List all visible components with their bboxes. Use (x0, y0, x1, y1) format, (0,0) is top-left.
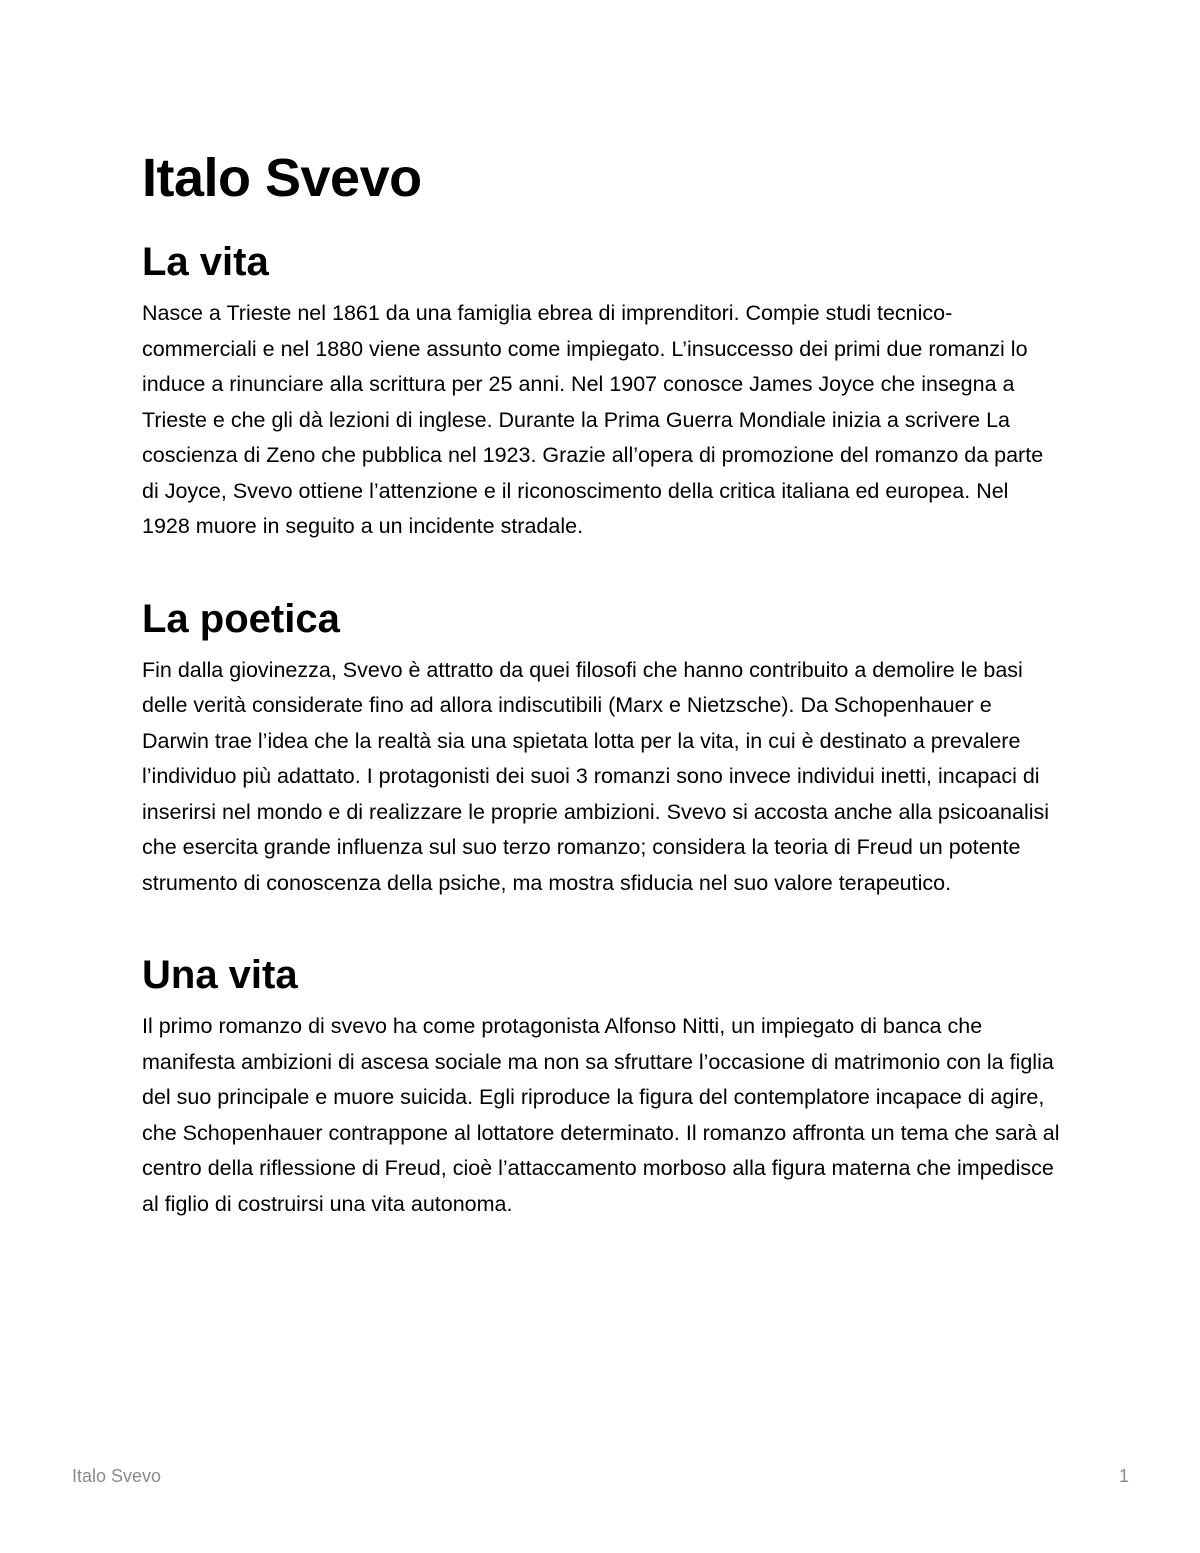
section-paragraph: Fin dalla giovinezza, Svevo è attratto da quei filosofi che hanno contribuito a demolire le basi delle verità considerate fino ad allora indiscutibili (Marx e Nietzsche). Da Schopenhauer e Darwin trae l’idea che la realtà sia una spietata lotta per la vita, in cui è destinato a prevalere l’individuo più adattato. I protagonisti dei suoi 3 romanzi sono invece individui inetti, incapaci di inserirsi nel mondo e di realizzare le proprie ambizioni. Svevo si accosta anche alla psicoanalisi che esercita grande influenza sul suo terzo romanzo; considera la teoria di Freud un potente strumento di conoscenza della psiche, ma mostra sfiducia nel suo valore terapeutico. (142, 657, 1050, 895)
section-una-vita (142, 951, 1062, 1222)
footer-document-title: Italo Svevo (72, 1466, 162, 1486)
section-la-vita (142, 238, 1062, 545)
section-heading: Una vita (142, 953, 298, 997)
section-heading: La vita (142, 240, 269, 284)
document-title: Italo Svevo (142, 148, 422, 208)
section-paragraph: Nasce a Trieste nel 1861 da una famiglia ebrea di imprenditori. Compie studi tecnico-commerciali e nel 1880 viene assunto come impiegato. L’insuccesso dei primi due romanzi lo induce a rinunciare alla scrittura per 25 anni. Nel 1907 conosce James Joyce che insegna a Trieste e che gli dà lezioni di inglese. Durante la Prima Guerra Mondiale inizia a scrivere La coscienza di Zeno che pubblica nel 1923. Grazie all’opera di promozione del romanzo da parte di Joyce, Svevo ottiene l’attenzione e il riconoscimento della critica italiana ed europea. Nel 1928 muore in seguito a un incidente stradale. (142, 301, 1044, 538)
section-paragraph: Il primo romanzo di svevo ha come protagonista Alfonso Nitti, un impiegato di banca che manifesta ambizioni di ascesa sociale ma non sa sfruttare l’occasione di matrimonio con la figlia del suo principale e muore suicida. Egli riproduce la figura del contemplatore incapace di agire, che Schopenhauer contrappone al lottatore determinato. Il romanzo affronta un tema che sarà al centro della riflessione di Freud, cioè l’attaccamento morboso alla figura materna che impedisce al figlio di costruirsi una vita autonoma. (142, 1014, 1060, 1216)
document-content (142, 146, 1062, 1272)
section-la-poetica (142, 595, 1062, 902)
footer-page-number: 1 (1118, 1466, 1129, 1486)
section-heading: La poetica (142, 596, 340, 641)
